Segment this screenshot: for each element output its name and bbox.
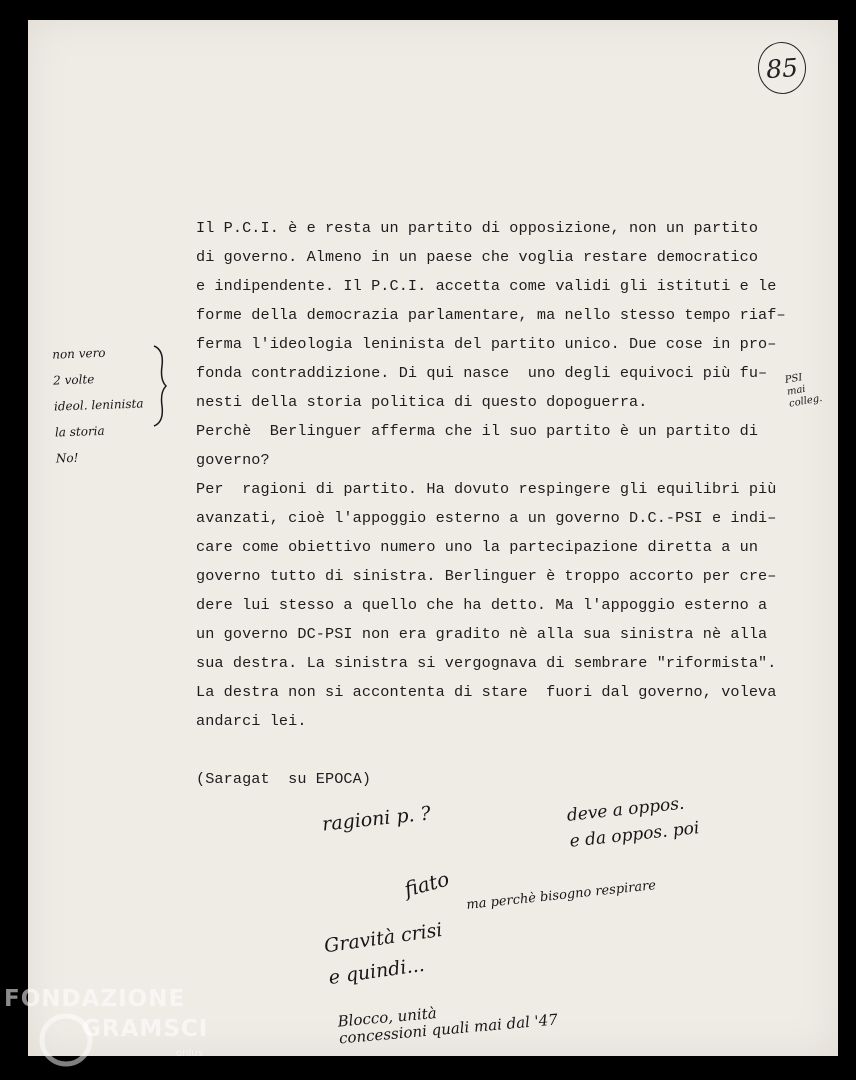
handwritten-note-gravita: Gravità crisi e quindi... xyxy=(322,918,444,990)
left-margin-handwritten-note: non vero 2 volte ideol. leninista la storia No! xyxy=(51,345,144,466)
handwritten-note-opposizione: deve a oppos. e da oppos. poi xyxy=(565,793,701,852)
body-line: dere lui stesso a quello che ha detto. Ma l'appoggio esterno a xyxy=(196,596,768,614)
handwritten-note-fiato: fiato xyxy=(401,866,452,902)
body-line: care come obiettivo numero uno la partecipazione diretta a un xyxy=(196,538,759,556)
body-line: forme della democrazia parlamentare, ma nello stesso tempo riaf– xyxy=(196,306,786,324)
handwritten-note-blocco: Blocco, unità concessioni quali mai dal '47 xyxy=(336,1003,559,1048)
body-line: fonda contraddizione. Di qui nasce uno degli equivoci più fu– xyxy=(196,364,768,382)
right-margin-handwritten-note: PSI mai colleg. xyxy=(784,372,824,410)
handwritten-note-bisogno: ma perchè bisogno respirare xyxy=(465,878,657,913)
body-line: (Saragat su EPOCA) xyxy=(196,770,372,788)
body-line: andarci lei. xyxy=(196,712,307,730)
page-number: 85 xyxy=(765,52,799,84)
body-line: governo? xyxy=(196,451,270,469)
fondazione-gramsci-watermark xyxy=(4,986,214,1076)
handwritten-note-ragioni: ragioni p. ? xyxy=(321,802,432,836)
typed-body-text xyxy=(196,214,816,794)
watermark-sub: onlus xyxy=(176,1048,203,1059)
body-line: sua destra. La sinistra si vergognava di sembrare "riformista". xyxy=(196,654,777,672)
watermark-line2: GRAMSCI xyxy=(82,1016,209,1042)
body-line: avanzati, cioè l'appoggio esterno a un governo D.C.-PSI e indi– xyxy=(196,509,777,527)
body-line: di governo. Almeno in un paese che voglia restare democratico xyxy=(196,248,759,266)
bracket-mark xyxy=(150,344,168,428)
body-line xyxy=(196,736,816,765)
body-line: Per ragioni di partito. Ha dovuto respingere gli equilibri più xyxy=(196,480,777,498)
body-line: un governo DC-PSI non era gradito nè alla sua sinistra nè alla xyxy=(196,625,768,643)
body-line: ferma l'ideologia leninista del partito unico. Due cose in pro– xyxy=(196,335,777,353)
body-line: nesti della storia politica di questo dopoguerra. xyxy=(196,393,648,411)
body-line: La destra non si accontenta di stare fuori dal governo, voleva xyxy=(196,683,777,701)
body-line: Il P.C.I. è e resta un partito di opposizione, non un partito xyxy=(196,219,759,237)
watermark-line1: FONDAZIONE xyxy=(4,986,186,1012)
body-line: e indipendente. Il P.C.I. accetta come validi gli istituti e le xyxy=(196,277,777,295)
body-line: Perchè Berlinguer afferma che il suo partito è un partito di xyxy=(196,422,759,440)
body-line: governo tutto di sinistra. Berlinguer è troppo accorto per cre– xyxy=(196,567,777,585)
